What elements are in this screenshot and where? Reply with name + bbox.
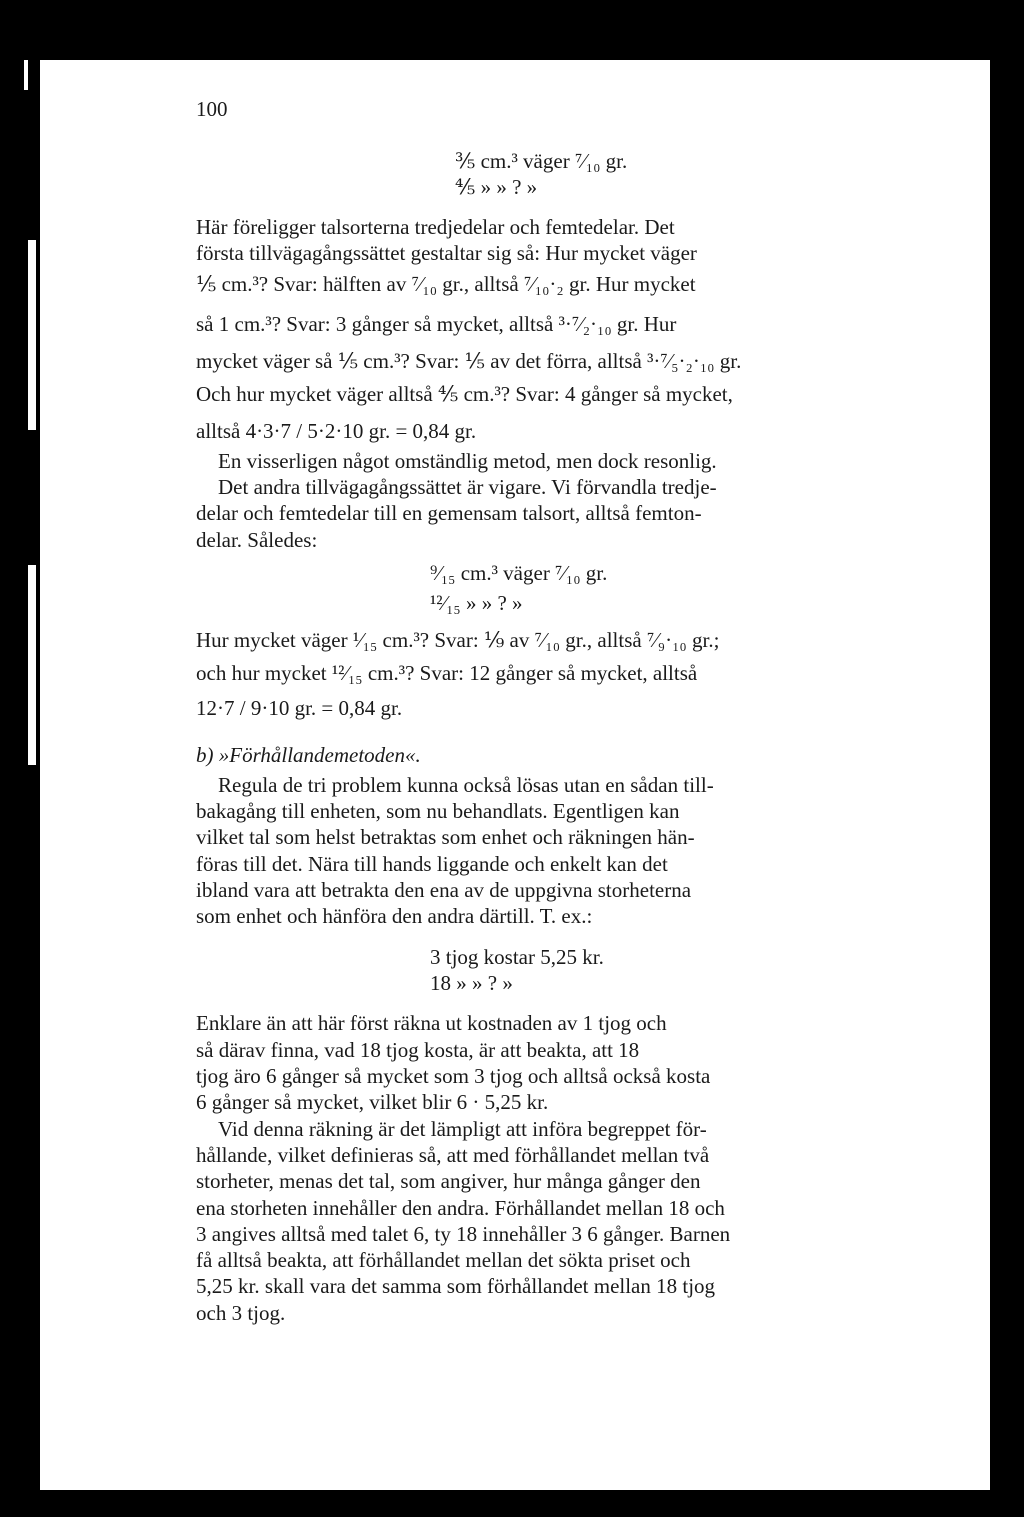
text-line: tjog äro 6 gånger så mycket som 3 tjog och alltså också kosta xyxy=(196,1064,711,1088)
section-heading: b) »Förhållandemetoden«. xyxy=(196,743,421,767)
equation-line-4: ¹²⁄₁₅ » » ? » xyxy=(430,591,523,615)
text-line: En visserligen något omständlig metod, men dock resonlig. xyxy=(218,449,717,473)
text-line: ibland vara att betrakta den ena av de uppgivna storheterna xyxy=(196,878,692,902)
equation-line-6: 18 » » ? » xyxy=(430,971,513,995)
text-line: bakagång till enheten, som nu behandlats. Egentligen kan xyxy=(196,799,680,823)
text-line: Och hur mycket väger alltså ⅘ cm.³? Svar: 4 gånger så mycket, xyxy=(196,382,733,406)
text-line: och 3 tjog. xyxy=(196,1301,286,1325)
page-number: 100 xyxy=(196,97,228,121)
text-line: Vid denna räkning är det lämpligt att införa begreppet för- xyxy=(218,1117,707,1141)
text-line: Här föreligger talsorterna tredjedelar och femtedelar. Det xyxy=(196,215,675,239)
text-line: föras till det. Nära till hands liggande och enkelt kan det xyxy=(196,852,668,876)
text-line: Det andra tillvägagångssättet är vigare. Vi förvandla tredje- xyxy=(218,475,717,499)
text-line: första tillvägagångssättet gestaltar sig så: Hur mycket väger xyxy=(196,241,697,265)
equation-line-1: ⅗ cm.³ väger ⁷⁄₁₀ gr. xyxy=(455,149,628,173)
text-line: 6 gånger så mycket, vilket blir 6 · 5,25 kr. xyxy=(196,1090,549,1114)
text-line: storheter, menas det tal, som angiver, hur många gånger den xyxy=(196,1169,701,1193)
text-line: 12·7 / 9·10 gr. = 0,84 gr. xyxy=(196,696,403,720)
equation-line-3: ⁹⁄₁₅ cm.³ väger ⁷⁄₁₀ gr. xyxy=(430,561,608,585)
text-line: 3 angives alltså med talet 6, ty 18 innehåller 3 6 gånger. Barnen xyxy=(196,1222,731,1246)
text-line: Enklare än att här först räkna ut kostnaden av 1 tjog och xyxy=(196,1011,667,1035)
equation-line-5: 3 tjog kostar 5,25 kr. xyxy=(430,945,604,969)
text-line: som enhet och hänföra den andra därtill. T. ex.: xyxy=(196,904,593,928)
text-line: delar och femtedelar till en gemensam talsort, alltså femton- xyxy=(196,501,702,525)
text-line: 5,25 kr. skall vara det samma som förhållandet mellan 18 tjog xyxy=(196,1274,716,1298)
text-line: så därav finna, vad 18 tjog kosta, är att beakta, att 18 xyxy=(196,1038,640,1062)
text-line: ena storheten innehåller den andra. Förhållandet mellan 18 och xyxy=(196,1196,725,1220)
text-line: mycket väger så ⅕ cm.³? Svar: ⅕ av det förra, alltså ³·⁷⁄₅·₂·₁₀ gr. xyxy=(196,349,742,373)
equation-line-2: ⅘ » » ? » xyxy=(455,175,538,199)
text-line: hållande, vilket definieras så, att med förhållandet mellan två xyxy=(196,1143,710,1167)
text-line: Hur mycket väger ¹⁄₁₅ cm.³? Svar: ⅑ av ⁷⁄₁₀ gr., alltså ⁷⁄₉·₁₀ gr.; xyxy=(196,628,720,652)
text-line: så 1 cm.³? Svar: 3 gånger så mycket, alltså ³·⁷⁄₂·₁₀ gr. Hur xyxy=(196,312,677,336)
scan-edge-left-2 xyxy=(28,240,36,430)
text-line: vilket tal som helst betraktas som enhet och räkningen hän- xyxy=(196,825,695,849)
text-line: och hur mycket ¹²⁄₁₅ cm.³? Svar: 12 gånger så mycket, alltså xyxy=(196,661,698,685)
text-line: ⅕ cm.³? Svar: hälften av ⁷⁄₁₀ gr., alltså ⁷⁄₁₀·₂ gr. Hur mycket xyxy=(196,272,696,296)
text-line: delar. Således: xyxy=(196,528,318,552)
text-line: Regula de tri problem kunna också lösas utan en sådan till- xyxy=(218,773,714,797)
scan-edge-left-1 xyxy=(24,60,28,90)
text-line: få alltså beakta, att förhållandet mellan det sökta priset och xyxy=(196,1248,691,1272)
text-line: alltså 4·3·7 / 5·2·10 gr. = 0,84 gr. xyxy=(196,419,477,443)
scan-edge-left-3 xyxy=(28,565,36,765)
